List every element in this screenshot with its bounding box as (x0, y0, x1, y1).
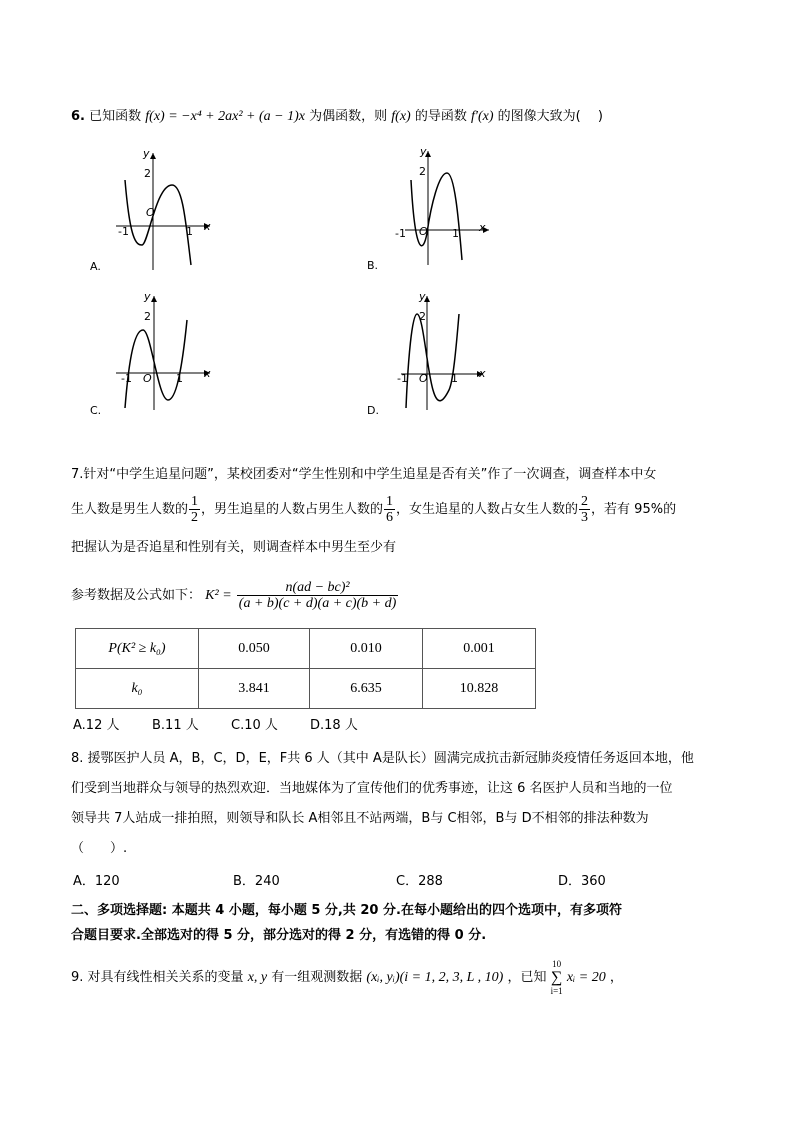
q6-text1: 已知函数 (89, 109, 142, 124)
q7-line3: 把握认为是否追星和性别有关，则调查样本中男生至少有 (71, 540, 397, 555)
graph-d (365, 290, 505, 420)
table-cell: 0.050 (199, 629, 310, 669)
graph-d-y-label: y (419, 290, 426, 303)
q8-option-c: C．288 (396, 874, 443, 889)
graph-a-tick-2: 2 (144, 167, 151, 180)
section2-line2: 合题目要求.全部选对的得 5 分，部分选对的得 2 分，有选错的得 0 分. (71, 928, 487, 943)
graph-c-option: C. (90, 404, 102, 417)
q7-fraction-1-den: 2 (191, 510, 199, 525)
section2-line1: 二、多项选择题: 本题共 4 小题，每小题 5 分,共 20 分.在每小题给出的四个选项中，有多项符 (71, 903, 622, 918)
q7-fraction-1-num: 1 (191, 494, 199, 509)
graph-c-tick-2: 2 (144, 310, 151, 323)
graph-c-y-label: y (144, 290, 151, 303)
graph-b-option: B. (367, 259, 379, 272)
q6-number: 6. (71, 109, 85, 124)
graph-b-tick-2: 2 (419, 165, 426, 178)
graph-b-tick-neg1: -1 (395, 227, 406, 240)
graph-a-y-label: y (143, 147, 150, 160)
q9-sum-top: 10 (552, 958, 562, 969)
q9-text-d: ， (609, 970, 623, 985)
q7-fraction-3-den: 3 (581, 510, 589, 525)
q8-option-b: B．240 (233, 874, 280, 889)
q8-option-d: D．360 (558, 874, 606, 889)
q7-line2-d: ，若有 95%的 (591, 502, 677, 517)
table-row (76, 629, 536, 669)
q7-reference-label: 参考数据及公式如下： (71, 588, 202, 603)
q7-fraction-2-den: 6 (386, 510, 394, 525)
q9-summation (551, 959, 563, 997)
q9-text-a: 9. 对具有线性相关关系的变量 (71, 970, 244, 985)
q6-function: f(x) = −x⁴ + 2ax² + (a − 1)x (145, 109, 305, 124)
q6-text3: 的导函数 (414, 109, 467, 124)
table-cell: 6.635 (310, 669, 423, 709)
graph-b-x-label: x (479, 221, 486, 234)
q9-sum-expr: xᵢ = 20 (566, 970, 606, 985)
q7-option-a: A.12 人 (73, 718, 120, 733)
q7-option-d: D.18 人 (310, 718, 358, 733)
q6-function-ref: f(x) (391, 109, 411, 124)
q7-line2-c: ，女生追星的人数占女生人数的 (396, 502, 579, 517)
q8-line4: （ ）. (71, 841, 128, 856)
graph-d-tick-1: 1 (451, 372, 458, 385)
q7-formula-den: (a + b)(c + d)(a + c)(b + d) (238, 596, 397, 611)
graph-a-option: A. (90, 260, 101, 273)
q7-fraction-3 (579, 494, 590, 525)
q9-sum-bottom: i=1 (550, 985, 563, 996)
q9-text-b: 有一组观测数据 (271, 970, 363, 985)
q6-text2: 为偶函数，则 (309, 109, 388, 124)
q9-text-c: ，已知 (507, 970, 547, 985)
table-cell: 3.841 (199, 669, 310, 709)
graph-c-plot (88, 290, 228, 420)
graph-b (365, 145, 505, 275)
q8-option-a: A．120 (73, 874, 120, 889)
q6-text4: 的图像大致为( ) (497, 109, 603, 124)
table-cell: 0.010 (310, 629, 423, 669)
q6-line (71, 108, 603, 126)
graph-d-plot (365, 290, 505, 420)
q7-reference (71, 578, 399, 614)
graph-c-origin: O (143, 372, 152, 385)
graph-a-origin: O (146, 206, 155, 219)
graph-d-option: D. (367, 404, 379, 417)
graph-c (88, 290, 228, 420)
graph-d-tick-neg1: -1 (397, 372, 408, 385)
graph-b-plot (365, 145, 505, 275)
q8-line2: 们受到当地群众与领导的热烈欢迎．当地媒体为了宣传他们的优秀事迹，让这 6 名医护人员和当地的一位 (71, 781, 673, 796)
table-row (76, 669, 536, 709)
table-cell: P(K² ≥ k₀) (76, 629, 199, 669)
q8-line1: 8. 援鄂医护人员 A，B，C，D，E，F共 6 人（其中 A是队长）圆满完成抗击新冠肺炎疫情任务返回本地，他 (71, 751, 694, 766)
q9-vars: x, y (247, 970, 268, 985)
graph-d-x-label: x (479, 367, 486, 380)
q9-sum-symbol: ∑ (550, 968, 563, 986)
q9-data: (xᵢ, yᵢ)(i = 1, 2, 3, L , 10) (366, 970, 504, 985)
q7-line1: 7.针对“中学生追星问题”，某校团委对“学生性别和中学生追星是否有关”作了一次调查，调查样本中女 (71, 467, 657, 482)
q7-option-c: C.10 人 (231, 718, 278, 733)
k-critical-table (75, 628, 536, 709)
q7-fraction-2-num: 1 (386, 494, 394, 509)
graph-d-tick-2: 2 (419, 310, 426, 323)
graph-c-x-label: x (204, 367, 211, 380)
q7-k2: K² = (205, 588, 232, 603)
q7-option-b: B.11 人 (152, 718, 199, 733)
graph-a-x-label: x (204, 220, 211, 233)
graph-b-tick-1: 1 (452, 227, 459, 240)
q7-formula (237, 580, 399, 611)
graph-a-tick-neg1: -1 (118, 225, 129, 238)
table-cell: 10.828 (423, 669, 536, 709)
q6-derivative: f′(x) (471, 109, 494, 124)
q7-fraction-2 (384, 494, 395, 525)
q7-line2-b: ，男生追星的人数占男生人数的 (201, 502, 384, 517)
q7-line2-a: 生人数是男生人数的 (71, 502, 189, 517)
graph-a-plot (88, 145, 228, 275)
q7-formula-num: n(ad − bc)² (237, 580, 399, 596)
q7-fraction-3-num: 2 (581, 494, 589, 509)
table-cell: 0.001 (423, 629, 536, 669)
graph-b-y-label: y (420, 145, 427, 158)
graph-b-origin: O (419, 225, 428, 238)
q7-line2 (71, 492, 676, 528)
graph-a-tick-1: 1 (186, 225, 193, 238)
graph-a (88, 145, 228, 275)
graph-c-tick-1: 1 (176, 372, 183, 385)
graph-d-origin: O (419, 372, 428, 385)
graph-c-tick-neg1: -1 (121, 372, 132, 385)
q7-fraction-1 (189, 494, 200, 525)
q8-line3: 领导共 7人站成一排拍照，则领导和队长 A相邻且不站两端，B与 C相邻，B与 D不相邻的排法种数为 (71, 811, 649, 826)
q9-line (71, 958, 623, 1002)
table-cell: k₀ (76, 669, 199, 709)
